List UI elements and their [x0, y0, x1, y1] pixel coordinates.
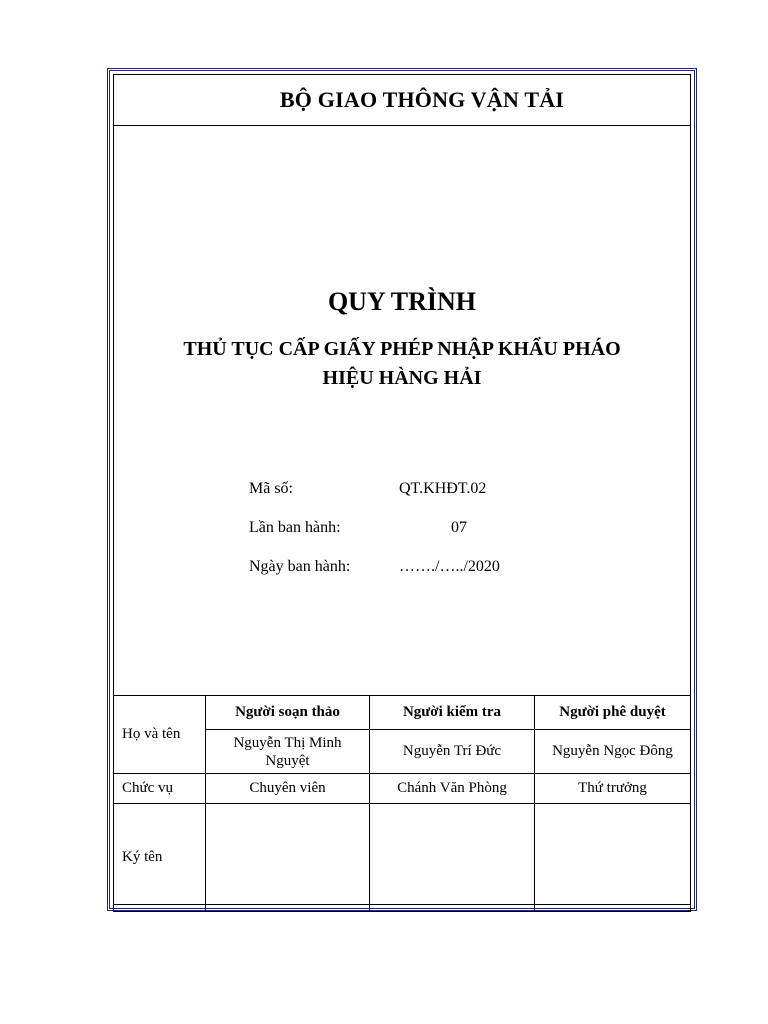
approver-signature-cell: [535, 804, 691, 912]
table-row: [114, 804, 691, 912]
table-row: [114, 774, 691, 804]
row-name-label: Họ và tên: [114, 696, 206, 774]
approver-name: Nguyễn Ngọc Đông: [535, 730, 691, 774]
col-drafter-header: Người soạn thảo: [206, 696, 370, 730]
meta-date-label: Ngày ban hành:: [249, 558, 351, 575]
document-type: QUY TRÌNH: [327, 287, 477, 316]
meta-date-value: ……./…../2020: [399, 558, 500, 575]
meta-code-label: Mã số:: [249, 480, 293, 497]
row-signature-label: Ký tên: [114, 804, 206, 912]
ministry-name: BỘ GIAO THÔNG VẬN TẢI: [279, 87, 565, 112]
col-checker-header: Người kiểm tra: [370, 696, 535, 730]
ministry-header: [114, 75, 690, 126]
meta-code-value: QT.KHĐT.02: [399, 480, 487, 497]
col-approver-header: Người phê duyệt: [535, 696, 691, 730]
meta-edition-label: Lần ban hành:: [249, 519, 341, 536]
checker-signature-cell: [370, 804, 535, 912]
document-inner-frame: [113, 74, 691, 905]
drafter-name: Nguyễn Thị Minh Nguyệt: [206, 730, 370, 774]
row-position-label: Chức vụ: [114, 774, 206, 804]
document-title: [114, 335, 690, 393]
checker-position: Chánh Văn Phòng: [370, 774, 535, 804]
table-row: [114, 696, 691, 730]
meta-edition-value: 07: [451, 519, 467, 536]
approval-table: [113, 695, 691, 912]
document-title-line-2: HIỆU HÀNG HẢI: [322, 367, 482, 389]
document-frame: [107, 68, 697, 911]
drafter-position: Chuyên viên: [206, 774, 370, 804]
approver-position: Thứ trưởng: [535, 774, 691, 804]
document-title-line-1: THỦ TỤC CẤP GIẤY PHÉP NHẬP KHẨU PHÁO: [183, 338, 621, 360]
drafter-signature-cell: [206, 804, 370, 912]
checker-name: Nguyễn Trí Đức: [370, 730, 535, 774]
